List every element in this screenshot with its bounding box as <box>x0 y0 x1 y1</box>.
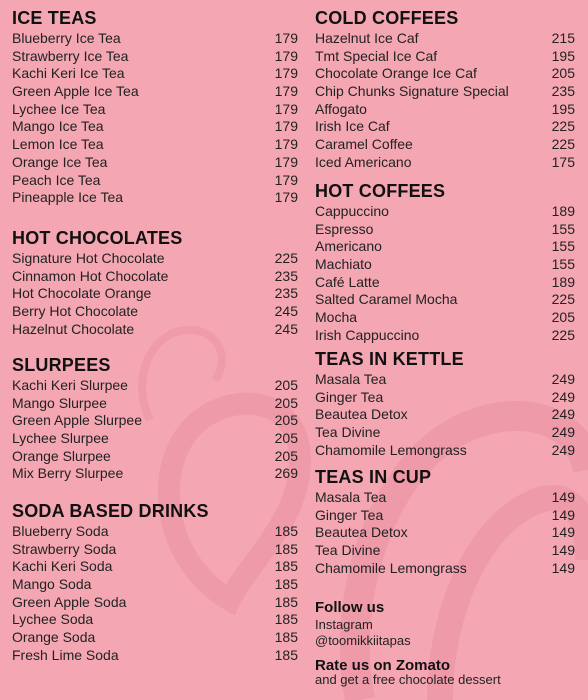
menu-item <box>315 256 575 274</box>
menu-item-price: 185 <box>274 523 298 539</box>
menu-item-name: Fresh Lime Soda <box>12 646 119 663</box>
menu-item-price: 195 <box>551 47 575 64</box>
menu-item <box>12 395 298 413</box>
rate-us-block <box>315 657 575 688</box>
menu-item <box>315 560 575 578</box>
menu-item-price: 179 <box>274 153 298 170</box>
menu-item <box>315 442 575 460</box>
menu-item-name: Cappuccino <box>315 203 389 219</box>
menu-item-price: 149 <box>551 559 575 576</box>
menu-item-price: 249 <box>551 388 575 405</box>
menu-item-name: Tea Divine <box>315 542 381 559</box>
menu-item-price: 249 <box>551 406 575 423</box>
menu-item-price: 185 <box>274 611 298 628</box>
section-hot-chocolates <box>12 226 298 338</box>
menu-item-price: 179 <box>274 189 298 206</box>
menu-item <box>315 221 575 239</box>
menu-item-price: 149 <box>551 542 575 559</box>
section-title: COLD COFFEES <box>315 8 459 28</box>
menu-item <box>12 611 298 629</box>
menu-item-price: 179 <box>274 171 298 188</box>
section-slurpees <box>12 353 298 483</box>
menu-item <box>12 83 298 101</box>
menu-item <box>12 65 298 83</box>
menu-item-name: Ginger Tea <box>315 506 384 523</box>
section-hot-coffees <box>315 179 575 345</box>
menu-item <box>315 389 575 407</box>
menu-item-name: Caramel Coffee <box>315 136 413 153</box>
menu-item <box>12 154 298 172</box>
menu-item <box>12 30 298 48</box>
rate-us-subtitle: and get a free chocolate dessert <box>315 672 501 687</box>
menu-item-price: 205 <box>551 309 575 326</box>
menu-item-price: 155 <box>551 238 575 255</box>
menu-item <box>315 274 575 292</box>
menu-item <box>12 465 298 483</box>
menu-item-price: 155 <box>551 256 575 273</box>
menu-item-price: 185 <box>274 629 298 646</box>
menu-item <box>315 48 575 66</box>
menu-item-name: Chocolate Orange Ice Caf <box>315 65 477 82</box>
menu-item-name: Hazelnut Chocolate <box>12 320 135 337</box>
menu-item-price: 205 <box>274 447 298 464</box>
menu-item-name: Orange Ice Tea <box>12 153 108 170</box>
menu-item-price: 225 <box>551 326 575 343</box>
section-teas-in-kettle <box>315 347 575 459</box>
section-title: HOT CHOCOLATES <box>12 228 183 248</box>
menu-item-name: Masala Tea <box>315 371 387 387</box>
menu-item-name: Mango Soda <box>12 576 92 593</box>
menu-item-name: Peach Ice Tea <box>12 171 101 188</box>
menu-item-name: Kachi Keri Soda <box>12 558 113 575</box>
menu-item-price: 225 <box>274 250 298 266</box>
menu-item-price: 235 <box>551 83 575 100</box>
follow-platform: Instagram <box>315 617 373 632</box>
menu-item-name: Blueberry Ice Tea <box>12 30 121 46</box>
menu-item-name: Salted Caramel Mocha <box>315 291 458 308</box>
section-teas-in-cup <box>315 465 575 577</box>
menu-item <box>12 448 298 466</box>
menu-item <box>315 371 575 389</box>
menu-item <box>12 576 298 594</box>
menu-item <box>12 250 298 268</box>
section-title: SLURPEES <box>12 355 111 375</box>
menu-item <box>12 647 298 665</box>
follow-us-block <box>315 599 575 649</box>
menu-item-name: Cinnamon Hot Chocolate <box>12 267 169 284</box>
menu-item-price: 205 <box>274 412 298 429</box>
menu-item <box>12 285 298 303</box>
menu-item <box>315 524 575 542</box>
section-title: TEAS IN KETTLE <box>315 349 464 369</box>
menu-item-price: 235 <box>274 267 298 284</box>
menu-item-name: Chip Chunks Signature Special <box>315 83 509 100</box>
menu-item <box>12 412 298 430</box>
menu-item <box>315 83 575 101</box>
rate-us-title: Rate us on Zomato <box>315 657 451 674</box>
menu-item-price: 195 <box>551 100 575 117</box>
menu-item-price: 225 <box>551 291 575 308</box>
menu-item-name: Mango Ice Tea <box>12 118 104 135</box>
menu-item <box>315 507 575 525</box>
menu-item-price: 205 <box>274 394 298 411</box>
menu-item <box>12 523 298 541</box>
follow-us-title: Follow us <box>315 599 385 616</box>
menu-item-price: 189 <box>551 273 575 290</box>
menu-item <box>315 309 575 327</box>
menu-item <box>12 594 298 612</box>
menu-item-name: Espresso <box>315 220 374 237</box>
section-cold-coffees <box>315 6 575 172</box>
menu-item-price: 205 <box>551 65 575 82</box>
menu-item <box>12 541 298 559</box>
menu-item <box>12 629 298 647</box>
menu-item <box>315 291 575 309</box>
menu-item-name: Mix Berry Slurpee <box>12 465 124 482</box>
menu-item <box>315 154 575 172</box>
section-title: HOT COFFEES <box>315 181 446 201</box>
menu-item-name: Masala Tea <box>315 489 387 505</box>
menu-item-name: Café Latte <box>315 273 380 290</box>
menu-item-name: Tea Divine <box>315 424 381 441</box>
menu-item-price: 235 <box>274 285 298 302</box>
menu-item-price: 185 <box>274 646 298 663</box>
menu-item-name: Green Apple Soda <box>12 593 127 610</box>
menu-item-name: Tmt Special Ice Caf <box>315 47 438 64</box>
section-title: TEAS IN CUP <box>315 467 432 487</box>
menu-item-name: Chamomile Lemongrass <box>315 441 467 458</box>
menu-item-name: Strawberry Soda <box>12 540 117 557</box>
menu-item-name: Beautea Detox <box>315 406 408 423</box>
menu-item <box>315 406 575 424</box>
menu-item-price: 185 <box>274 593 298 610</box>
menu-item <box>315 238 575 256</box>
menu-item <box>315 203 575 221</box>
menu-item-name: Green Apple Slurpee <box>12 412 142 429</box>
menu-item <box>12 268 298 286</box>
menu-item-name: Machiato <box>315 256 372 273</box>
menu-item-name: Irish Ice Caf <box>315 118 390 135</box>
menu-item-name: Pineapple Ice Tea <box>12 189 124 206</box>
section-soda-based-drinks <box>12 499 298 665</box>
menu-item-name: Green Apple Ice Tea <box>12 83 139 100</box>
menu-item <box>315 136 575 154</box>
menu-item-name: Lychee Ice Tea <box>12 100 106 117</box>
menu-item <box>315 424 575 442</box>
menu-item-name: Hot Chocolate Orange <box>12 285 152 302</box>
menu-item-price: 225 <box>551 136 575 153</box>
menu-item-price: 149 <box>551 506 575 523</box>
menu-item <box>12 303 298 321</box>
menu-item <box>12 321 298 339</box>
menu-item <box>12 377 298 395</box>
menu-item-name: Chamomile Lemongrass <box>315 559 467 576</box>
menu-item-name: Strawberry Ice Tea <box>12 47 129 64</box>
menu-item-price: 179 <box>274 118 298 135</box>
menu-item-price: 225 <box>551 118 575 135</box>
menu-item-price: 249 <box>551 441 575 458</box>
menu-item-price: 245 <box>274 303 298 320</box>
menu-item <box>315 118 575 136</box>
menu-item <box>315 30 575 48</box>
menu-item-price: 269 <box>274 465 298 482</box>
menu-item <box>315 542 575 560</box>
menu-item-name: Americano <box>315 238 382 255</box>
menu-item-name: Iced Americano <box>315 153 412 170</box>
menu-item-price: 215 <box>551 30 575 46</box>
menu-item-price: 245 <box>274 320 298 337</box>
menu-item-price: 249 <box>551 371 575 387</box>
menu-item-name: Lychee Slurpee <box>12 430 109 447</box>
menu-item-price: 189 <box>551 203 575 219</box>
menu-item <box>12 172 298 190</box>
menu-item-name: Irish Cappuccino <box>315 326 420 343</box>
menu-item <box>12 48 298 66</box>
menu-item-price: 249 <box>551 424 575 441</box>
instagram-handle[interactable]: @toomikkiitapas <box>315 633 411 648</box>
menu-item-name: Beautea Detox <box>315 524 408 541</box>
menu-item-price: 185 <box>274 540 298 557</box>
menu-item <box>12 118 298 136</box>
menu-item-price: 205 <box>274 377 298 393</box>
menu-item-name: Orange Soda <box>12 629 96 646</box>
menu-item-price: 179 <box>274 65 298 82</box>
menu-item-name: Lychee Soda <box>12 611 94 628</box>
menu-item-price: 179 <box>274 83 298 100</box>
menu-item-price: 179 <box>274 47 298 64</box>
menu-item <box>12 101 298 119</box>
menu-item <box>315 65 575 83</box>
menu-item-name: Orange Slurpee <box>12 447 111 464</box>
menu-item-name: Kachi Keri Slurpee <box>12 377 128 393</box>
menu-item <box>315 327 575 345</box>
section-ice-teas <box>12 6 298 207</box>
menu-item-price: 155 <box>551 220 575 237</box>
menu-item-price: 179 <box>274 100 298 117</box>
menu-item-name: Mocha <box>315 309 358 326</box>
section-title: SODA BASED DRINKS <box>12 501 209 521</box>
menu-item-price: 149 <box>551 524 575 541</box>
menu-item-price: 205 <box>274 430 298 447</box>
menu-item <box>12 136 298 154</box>
menu-item-price: 175 <box>551 153 575 170</box>
menu-item <box>12 430 298 448</box>
menu-item-name: Blueberry Soda <box>12 523 109 539</box>
menu-item <box>315 489 575 507</box>
menu-item-name: Mango Slurpee <box>12 394 107 411</box>
menu-item-price: 149 <box>551 489 575 505</box>
menu-item <box>12 558 298 576</box>
menu-item-name: Hazelnut Ice Caf <box>315 30 419 46</box>
section-title: ICE TEAS <box>12 8 97 28</box>
menu-item-price: 179 <box>274 30 298 46</box>
menu-item-price: 179 <box>274 136 298 153</box>
menu-item-name: Ginger Tea <box>315 388 384 405</box>
menu-item-price: 185 <box>274 576 298 593</box>
menu-item-name: Lemon Ice Tea <box>12 136 104 153</box>
menu-item-name: Signature Hot Chocolate <box>12 250 165 266</box>
menu-item <box>315 101 575 119</box>
menu-item-name: Berry Hot Chocolate <box>12 303 139 320</box>
menu-item-name: Kachi Keri Ice Tea <box>12 65 125 82</box>
menu-item <box>12 189 298 207</box>
menu-item-price: 185 <box>274 558 298 575</box>
menu-item-name: Affogato <box>315 100 367 117</box>
